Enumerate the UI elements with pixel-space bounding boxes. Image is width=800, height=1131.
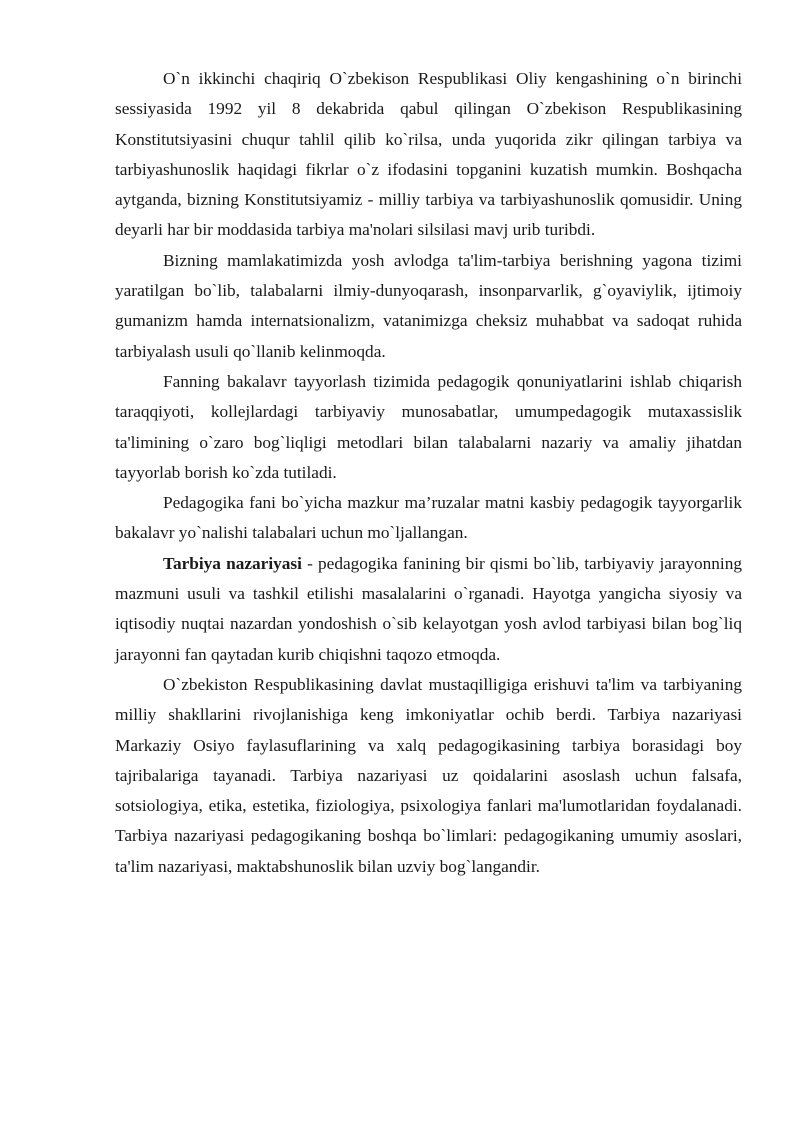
paragraph-education-system: Bizning mamlakatimizda yosh avlodga ta'lim-tarbiya berishning yagona tizimi yaratilgan bo`lib, talabalarni ilmiy-dunyoqarash, insonparvarlik, g`oyaviylik, ijtimoiy gumanizm hamda internatsionalizm, vatanimizga cheksiz muhabbat va sadoqat ruhida tarbiyalash usuli qo`llanib kelinmoqda. — [115, 250, 742, 361]
document-page — [115, 64, 742, 882]
term-tarbiya-nazariyasi: Tarbiya nazariyasi — [163, 553, 302, 573]
paragraph-theory-definition — [115, 549, 742, 670]
paragraph-constitution: O`n ikkinchi chaqiriq O`zbekison Respublikasi Oliy kengashining o`n birinchi sessiyasida 1992 yil 8 dekabrida qabul qilingan O`zbekison Respublikasining Konstitutsiyasini chuqur tahlil qilib ko`rilsa, unda yuqorida zikr qilingan tarbiya va tarbiyashunoslik haqidagi fikrlar o`z ifodasini topganini kuzatish mumkin. Boshqacha aytganda, bizning Konstitutsiyamiz - milliy tarbiya va tarbiyashunoslik qomusidir. Uning deyarli har bir moddasida tarbiya ma'nolari silsilasi mavj urib turibdi. — [115, 69, 742, 240]
definition-text: - pedagogika fanining bir qismi bo`lib, tarbiyaviy jarayonning mazmuni usuli va tashkil etilishi masalalarini o`rganadi. Hayotga yangicha siyosiy va iqtisodiy nuqtai nazardan yondoshish o`sib kelayotgan yosh avlod tarbiyasi bilan bog`liq jarayonni fan qaytadan kurib chiqishni taqozo etmoqda. — [115, 553, 743, 664]
paragraph-bachelor-training: Fanning bakalavr tayyorlash tizimida pedagogik qonuniyatlarini ishlab chiqarish taraqqiyoti, kollejlardagi tarbiyaviy munosabatlar, umumpedagogik mutaxassislik ta'limining o`zaro bog`liqligi metodlari bilan talabalarni nazariy va amaliy jihatdan tayyorlab borish ko`zda tutiladi. — [115, 371, 742, 482]
paragraph-independence: O`zbekiston Respublikasining davlat mustaqilligiga erishuvi ta'lim va tarbiyaning milliy shakllarini rivojlanishiga keng imkoniyatlar ochib berdi. Tarbiya nazariyasi Markaziy Osiyo faylasuflarining va xalq pedagogikasining tarbiya borasidagi boy tajribalariga tayanadi. Tarbiya nazariyasi uz qoidalarini asoslash uchun falsafa, sotsiologiya, etika, estetika, fiziologiya, psixologiya fanlari ma'lumotlaridan foydalanadi. Tarbiya nazariyasi pedagogikaning boshqa bo`limlari: pedagogikaning umumiy asoslari, ta'lim nazariyasi, maktabshunoslik bilan uzviy bog`langandir. — [115, 674, 742, 876]
paragraph-lecture-purpose: Pedagogika fani bo`yicha mazkur ma’ruzalar matni kasbiy pedagogik tayyorgarlik bakalavr yo`nalishi talabalari uchun mo`ljallangan. — [115, 493, 742, 543]
